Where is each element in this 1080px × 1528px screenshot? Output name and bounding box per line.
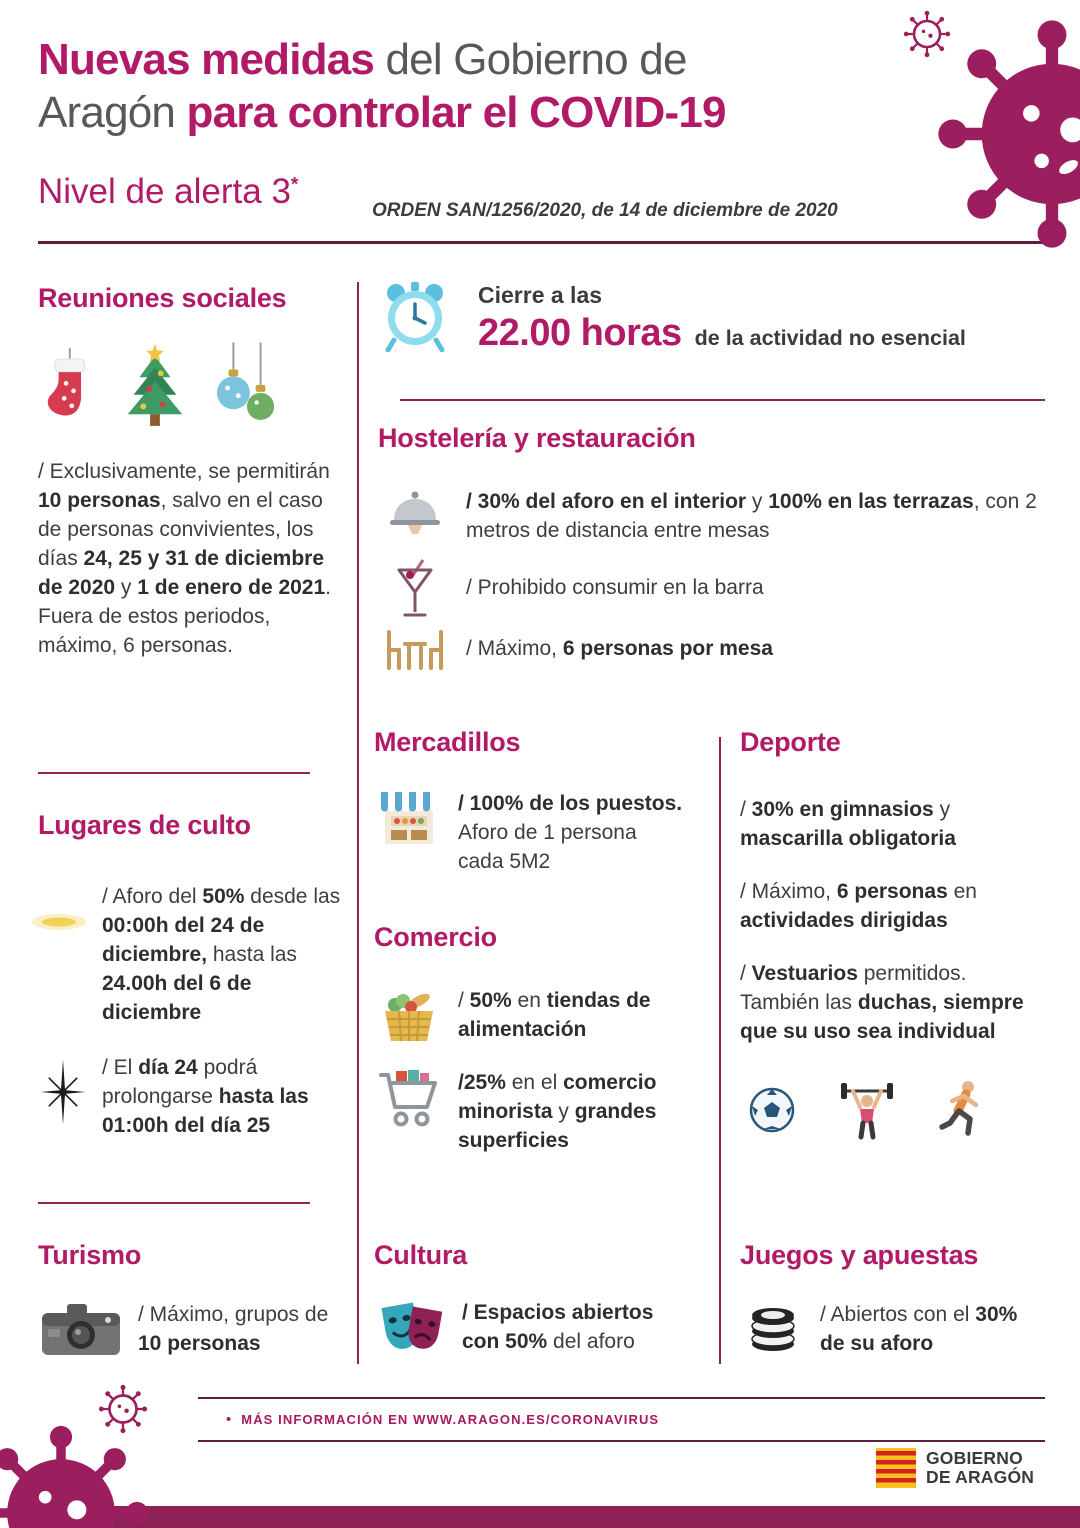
turismo-item-grupos [38, 1301, 358, 1359]
closure-time: 22.00 horas [478, 312, 682, 354]
culto-item-dia24 [38, 1054, 350, 1141]
juegos-item-aforo-text: / Abiertos con el 30% de su aforo [820, 1303, 1018, 1355]
title-gray-2: Aragón [38, 87, 187, 137]
section-lugares-de-culto [38, 810, 350, 1141]
turismo-item-grupos-text: / Máximo, grupos de 10 personas [138, 1303, 329, 1355]
virus-outline-icon [96, 1382, 150, 1436]
closure-intro: Cierre a las [478, 282, 603, 308]
coronavirus-url-link[interactable]: WWW.ARAGON.ES/CORONAVIRUS [413, 1412, 660, 1427]
christmas-ornaments-icon [214, 342, 278, 432]
shopping-cart-icon [374, 1069, 444, 1127]
cultura-item-espacios-text: / Espacios abiertos con 50% del aforo [462, 1301, 654, 1353]
virus-icon [928, 10, 1080, 258]
comercio-item-minorista-text: /25% en el comercio minorista y grandes superficies [458, 1070, 657, 1152]
hosteleria-item-barra-text: / Prohibido consumir en la barra [466, 576, 764, 600]
section-juegos-apuestas [740, 1240, 1048, 1359]
culto-item-dia24-text: / El día 24 podrá prolongarse hasta las 01:00h del día 25 [102, 1055, 309, 1137]
section-divider [38, 1202, 310, 1204]
reuniones-title: Reuniones sociales [38, 283, 287, 313]
cocktail-icon [378, 558, 452, 620]
hosteleria-item-mesa-text: / Máximo, 6 personas por mesa [466, 637, 773, 661]
gobierno-aragon-text: GOBIERNO DE ARAGÓN [926, 1448, 1035, 1487]
cultura-item-espacios [374, 1299, 714, 1357]
info-bullet: • [226, 1411, 232, 1428]
section-deporte [740, 727, 1048, 1141]
section-divider [400, 399, 1045, 401]
runner-icon [938, 1079, 984, 1141]
title-gray-1: del Gobierno de [374, 35, 687, 84]
section-cultura [374, 1240, 714, 1357]
comercio-item-alimentacion [374, 987, 714, 1045]
hosteleria-item-mesa [378, 628, 1048, 672]
juegos-title: Juegos y apuestas [740, 1240, 979, 1270]
comercio-item-alimentacion-text: / 50% en tiendas de alimentación [458, 989, 651, 1041]
weightlifter-icon [840, 1079, 894, 1141]
more-info-text: MÁS INFORMACIÓN EN WWW.ARAGON.ES/CORONAVIRUS [241, 1412, 660, 1427]
hosteleria-title: Hostelería y restauración [378, 423, 696, 453]
mercadillos-item-puestos-text: / 100% de los puestos. Aforo de 1 persona cada 5M2 [458, 792, 683, 873]
section-comercio [374, 922, 714, 1156]
column-divider [357, 282, 359, 1364]
more-info-band [198, 1397, 1045, 1442]
grocery-basket-icon [374, 987, 444, 1043]
turismo-title: Turismo [38, 1240, 142, 1270]
table-chairs-icon [378, 628, 452, 672]
alert-asterisk: * [290, 174, 299, 196]
section-reuniones-sociales [38, 283, 338, 661]
deporte-item-gimnasios: / 30% en gimnasios y mascarilla obligatoria [740, 798, 956, 850]
poker-chips-icon [740, 1301, 806, 1353]
column-divider [719, 737, 721, 1364]
gobierno-aragon-logo [876, 1448, 1034, 1488]
cloche-icon [378, 488, 452, 536]
christmas-icons-row [38, 338, 338, 432]
closure-suffix: de la actividad no esencial [694, 326, 966, 350]
christmas-tree-icon [120, 342, 190, 432]
deporte-item-vestuarios: / Vestuarios permitidos. También las duchas, siempre que su uso sea individual [740, 961, 1024, 1043]
comercio-title: Comercio [374, 922, 497, 952]
candle-glow-icon [38, 883, 88, 939]
alarm-clock-icon [382, 280, 448, 357]
page-title [38, 34, 726, 140]
christmas-stocking-icon [38, 346, 96, 432]
section-turismo [38, 1240, 358, 1359]
order-reference: ORDEN SAN/1256/2020, de 14 de diciembre de 2020 [372, 200, 838, 221]
market-stall-icon [374, 790, 444, 848]
culto-title: Lugares de culto [38, 810, 251, 840]
closure-notice [478, 282, 966, 355]
title-accent-1: Nuevas medidas [38, 35, 375, 84]
header-divider [38, 241, 1045, 244]
hosteleria-item-aforo [378, 488, 1048, 546]
aragon-flag-icon [876, 1448, 916, 1488]
cultura-title: Cultura [374, 1240, 468, 1270]
soccer-ball-icon [748, 1086, 796, 1134]
theater-masks-icon [374, 1299, 448, 1355]
section-mercadillos [374, 727, 714, 877]
section-hosteleria [378, 423, 1048, 672]
deporte-title: Deporte [740, 727, 841, 757]
bottom-accent-bar [112, 1506, 1080, 1528]
mercadillos-title: Mercadillos [374, 727, 521, 757]
hosteleria-item-aforo-text: / 30% del aforo en el interior y 100% en las terrazas, con 2 metros de distancia entre mesas [466, 490, 1037, 542]
culto-item-aforo-text: / Aforo del 50% desde las 00:00h del 24 de diciembre, hasta las 24.00h del 6 de diciembre [102, 885, 341, 1024]
sports-icons-row [740, 1079, 1048, 1141]
title-accent-2: para controlar el COVID-19 [186, 87, 726, 137]
comercio-item-minorista [374, 1069, 714, 1156]
alert-level: Nivel de alerta 3* [38, 172, 299, 211]
juegos-item-aforo [740, 1301, 1048, 1359]
mercadillos-item-puestos [374, 790, 714, 877]
reuniones-text: / Exclusivamente, se permitirán 10 personas, salvo en el caso de personas convivientes, los días 24, 25 y 31 de diciembre de 2020 y 1 de enero de 2021. Fuera de estos periodos, máximo, 6 personas. [38, 460, 332, 657]
culto-item-aforo [38, 883, 350, 1028]
section-divider [38, 772, 310, 774]
bethlehem-star-icon [38, 1054, 88, 1130]
deporte-item-actividades: / Máximo, 6 personas en actividades dirigidas [740, 879, 977, 932]
camera-icon [38, 1301, 124, 1359]
hosteleria-item-barra [378, 558, 1048, 620]
